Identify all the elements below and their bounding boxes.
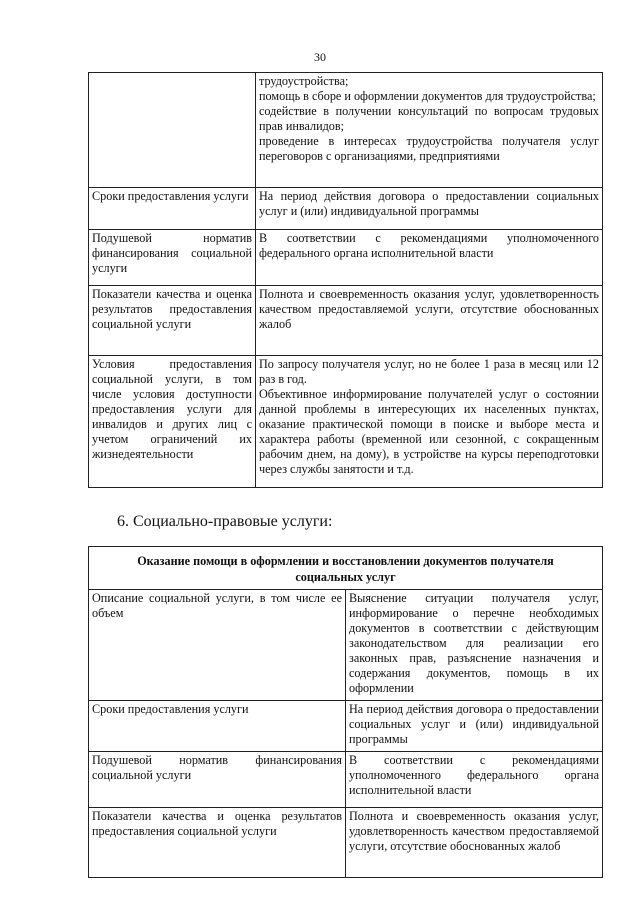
row-label: Подушевой норматив финансирования социальной услуги <box>89 230 256 286</box>
content-line: Выяснение ситуации получателя услуг, информирование о перечне необходимых документов в соответствии с действующим законодательством для реализации его законных прав, разъяснение назначения и содержания документов, помощь в их оформлении <box>349 591 599 695</box>
table-row <box>89 701 603 752</box>
row-content <box>256 188 603 230</box>
service-title: Оказание помощи в оформлении и восстановлении документов получателя социальных услуг <box>89 547 603 590</box>
table-row <box>89 356 603 488</box>
row-label: Условия предоставления социальной услуги, в том числе условия доступности предоставления услуги для инвалидов и других лиц с учетом ограничений их жизнедеятельности <box>89 356 256 488</box>
content-line: трудоустройства; <box>259 74 349 88</box>
content-line: На период действия договора о предоставлении социальных услуг и (или) индивидуальной программы <box>349 702 599 746</box>
content-line: На период действия договора о предоставлении социальных услуг и (или) индивидуальной программы <box>259 189 599 218</box>
row-label <box>89 73 256 188</box>
row-content <box>256 73 603 188</box>
content-line: проведение в интересах трудоустройства получателя услуг переговоров с организациями, предприятиями <box>259 134 599 163</box>
table-row <box>89 590 603 701</box>
content-line: помощь в сборе и оформлении документов для трудоустройства; <box>259 89 596 103</box>
row-label: Показатели качества и оценка результатов предоставления социальной услуги <box>89 808 346 878</box>
content-line: В соответствии с рекомендациями уполномоченного федерального органа исполнительной власти <box>259 231 599 260</box>
table-row <box>89 230 603 286</box>
row-content <box>346 701 603 752</box>
table-row <box>89 73 603 188</box>
table-row <box>89 188 603 230</box>
table-row <box>89 286 603 356</box>
content-line: Объективное информирование получателей услуг о состоянии данной проблемы в интересующих их населенных пунктах, оказание практической помощи в поиске и выборе места и характера работы (временной или сезонной, с сокращенным рабочим днем, на дому), в устройстве на курсы переподготовки через службы занятости и т.д. <box>259 387 599 476</box>
content-line: Полнота и своевременность оказания услуг, удовлетворенность качеством предоставляемой услуги, отсутствие обоснованных жалоб <box>259 287 599 331</box>
services-table-continued <box>88 72 603 488</box>
row-content <box>256 286 603 356</box>
table-row <box>89 752 603 808</box>
content-line: содействие в получении консультаций по вопросам трудовых прав инвалидов; <box>259 104 599 133</box>
table-title-row <box>89 547 603 590</box>
row-content <box>256 356 603 488</box>
legal-services-table <box>88 546 603 878</box>
row-content <box>346 590 603 701</box>
row-content <box>346 808 603 878</box>
page-number: 30 <box>314 50 326 64</box>
content-line: По запросу получателя услуг, но не более 1 раза в месяц или 12 раз в год. <box>259 357 599 386</box>
row-content <box>256 230 603 286</box>
row-label: Подушевой норматив финансирования социальной услуги <box>89 752 346 808</box>
row-label: Показатели качества и оценка результатов предоставления социальной услуги <box>89 286 256 356</box>
content-line: В соответствии с рекомендациями уполномоченного федерального органа исполнительной власти <box>349 753 599 797</box>
section-heading: 6. Социально-правовые услуги: <box>117 513 333 530</box>
content-line: Полнота и своевременность оказания услуг, удовлетворенность качеством предоставляемой услуги, отсутствие обоснованных жалоб <box>349 809 599 853</box>
row-label: Сроки предоставления услуги <box>89 701 346 752</box>
row-label: Описание социальной услуги, в том числе ее объем <box>89 590 346 701</box>
row-label: Сроки предоставления услуги <box>89 188 256 230</box>
table-row <box>89 808 603 878</box>
row-content <box>346 752 603 808</box>
